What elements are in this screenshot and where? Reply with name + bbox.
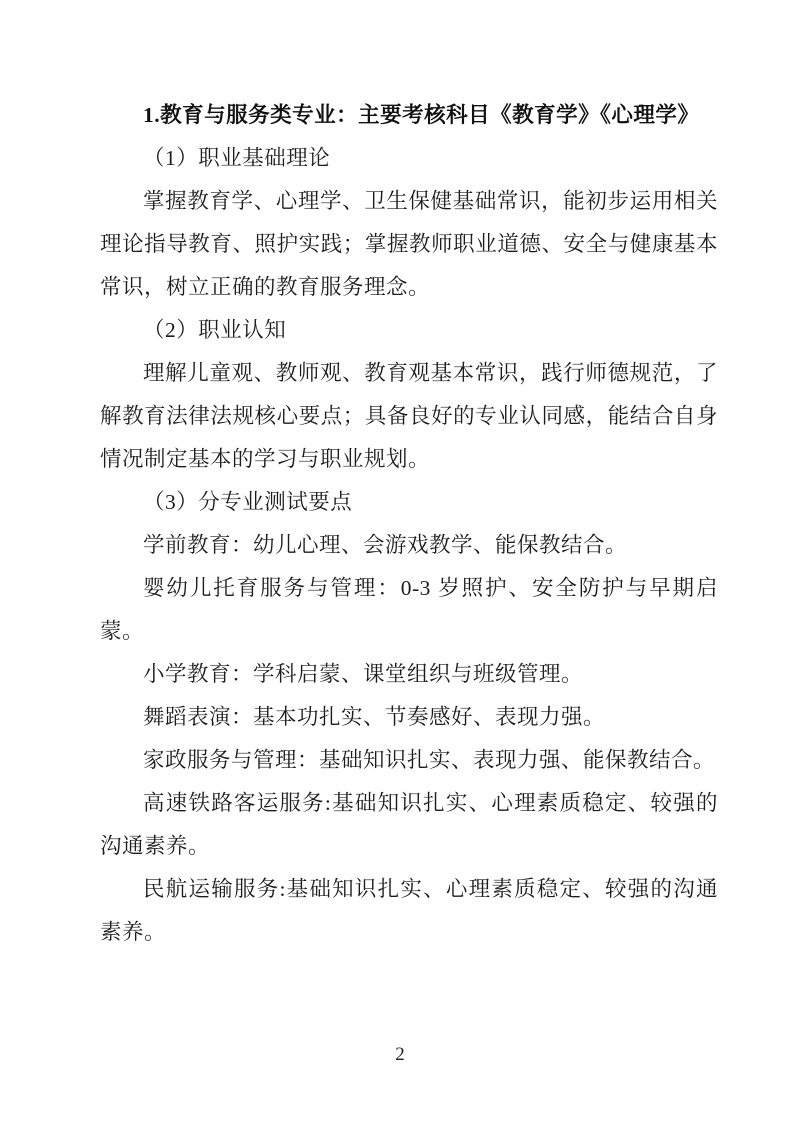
paragraph: 民航运输服务:基础知识扎实、心理素质稳定、较强的沟通素养。 [100, 877, 718, 944]
paragraph: 家政服务与管理：基础知识扎实、表现力强、能保教结合。 [143, 748, 716, 772]
paragraph: 高速铁路客运服务:基础知识扎实、心理素质稳定、较强的沟通素养。 [100, 791, 718, 858]
page-number: 2 [395, 1044, 405, 1065]
paragraph: 掌握教育学、心理学、卫生保健基础常识，能初步运用相关理论指导教育、照护实践；掌握教师职业道德、安全与健康基本常识，树立正确的教育服务理念。 [100, 189, 718, 299]
paragraph: 理解儿童观、教师观、教育观基本常识，践行师德规范，了解教育法律法规核心要点；具备良好的专业认同感，能结合自身情况制定基本的学习与职业规划。 [100, 361, 718, 471]
paragraph: 小学教育：学科启蒙、课堂组织与班级管理。 [143, 662, 584, 686]
paragraph: （2）职业认知 [143, 318, 287, 342]
paragraph: 婴幼儿托育服务与管理：0-3 岁照护、安全防护与早期启蒙。 [100, 576, 718, 643]
paragraph: （1）职业基础理论 [143, 146, 331, 170]
section-heading: 1.教育与服务类专业：主要考核科目《教育学》《心理学》 [143, 103, 700, 127]
paragraphs-container [100, 137, 718, 954]
paragraph: （3）分专业测试要点 [143, 490, 353, 514]
paragraph: 舞蹈表演：基本功扎实、节奏感好、表现力强。 [143, 705, 606, 729]
document-body [100, 94, 718, 954]
paragraph: 学前教育：幼儿心理、会游戏教学、能保教结合。 [143, 533, 628, 557]
